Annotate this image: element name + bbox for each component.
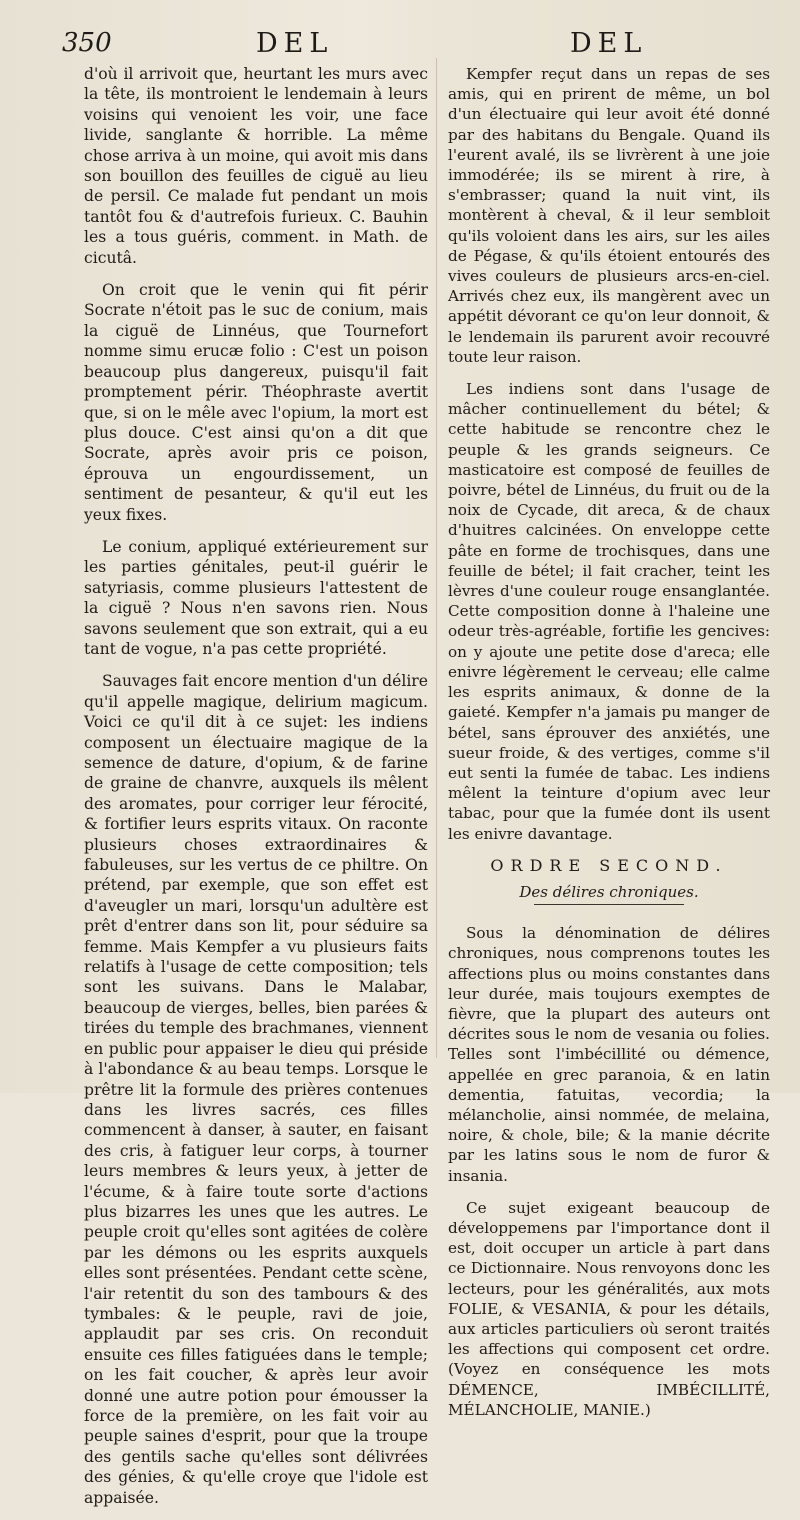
section-subtitle-text: Des délires chroniques. <box>519 882 699 901</box>
paragraph: Sauvages fait encore mention d'un délire qu'il appelle magique, delirium magicum. Voici ce qu'il dit à ce sujet: les indiens composent un électuaire magique de la semence de dature, d'opium, & de farine de graine de chanvre, auxquels ils mêlent des aromates, pour corriger leur férocité, & fortifier leurs esprits vitaux. On raconte plusieurs choses extraordinaires & fabuleuses, sur les vertus de ce philtre. On prétend, par exemple, que son effet est d'aveugler un mari, lorsqu'un adultère est prêt d'entrer dans son lit, pour séduire sa femme. Mais Kempfer a vu plusieurs faits relatifs à l'usage de cette composition; tels sont les suivans. Dans le Malabar, beaucoup de vierges, belles, bien parées & tirées du temple des brachmanes, viennent en public pour appaiser le dieu qui préside à l'abondance & au beau temps. Lorsque le prêtre lit la formule des prières contenues dans les livres sacrés, ces filles commencent à danser, à sauter, en faisant des cris, à fatiguer leur corps, à tourner leurs membres & leurs yeux, à jetter de l'écume, & à faire toute sorte d'actions plus bizarres les unes que les autres. Le peuple croit qu'elles sont agitées de colère par les démons ou les esprits auxquels elles sont présentées. Pendant cette scène, l'air retentit du son des tambours & des tymbales: & le peuple, ravi de joie, applaudit par ses cris. On reconduit ensuite ces filles fatiguées dans le temple; on les fait coucher, & après leur avoir donné une autre potion pour émousser la force de la première, on les fait voir au peuple saines d'esprit, pour que la troupe des gentils sache qu'elles sont délivrées des génies, & qu'elle croye que l'idole est appaisée. <box>84 672 428 1507</box>
page-number: 350 <box>62 28 112 58</box>
paragraph: Les indiens sont dans l'usage de mâcher continuellement du bétel; & cette habitude se rencontre chez le peuple & les grands seigneurs. Ce masticatoire est composé de feuilles de poivre, bétel de Linnéus, du fruit ou de la noix de Cycade, dit areca, & de chaux d'huitres calcinées. On enveloppe cette pâte en forme de trochisques, dans une feuille de bétel; il fait cracher, teint les lèvres d'une couleur rouge ensanglantée. Cette composition donne à l'haleine une odeur très-agréable, fortifie les gencives: on y ajoute une petite dose d'areca; elle enivre légèrement le cerveau; elle calme les esprits animaux, & donne de la gaieté. Kempfer n'a jamais pu manger de bétel, sans éprouver des anxiétés, une sueur froide, & des vertiges, comme s'il eut senti la fumée de tabac. Les indiens mêlent la teinture d'opium avec leur tabac, pour que la fumée dont ils usent les enivre davantage. <box>448 380 770 843</box>
paragraph: Sous la dénomination de délires chroniques, nous comprenons toutes les affections plus ou moins constantes dans leur durée, mais toujours exemptes de fièvre, que la plupart des auteurs ont décrites sous le nom de vesania ou folies. Telles sont l'imbécillité ou démence, appellée en grec paranoia, & en latin dementia, fatuitas, vecordia; la mélancholie, ainsi nommée, de melaina, noire, & chole, bile; & la manie décrite par les latins sous le nom de furor & insania. <box>448 924 770 1185</box>
left-column <box>84 64 428 1520</box>
column-gutter <box>436 58 437 1058</box>
paragraph: Kempfer reçut dans un repas de ses amis, qui en prirent de même, un bol d'un électuaire qui leur avoit été donné par des habitans du Bengale. Quand ils l'eurent avalé, ils se livrèrent à une joie immodérée; ils se mirent à rire, à s'embrasser; quand la nuit vint, ils montèrent à cheval, & il leur sembloit qu'ils voloient dans les airs, sur les ailes de Pégase, & qu'ils étoient entourés des vives couleurs de plusieurs arcs-en-ciel. Arrivés chez eux, ils mangèrent avec un appétit dévorant ce qu'on leur donnoit, & le lendemain ils parurent avoir recouvré toute leur raison. <box>448 65 770 366</box>
paragraph: On croit que le venin qui fit périr Socrate n'étoit pas le suc de conium, mais la ciguë de Linnéus, que Tournefort nomme simu erucæ folio : C'est un poison beaucoup plus dangereux, puisqu'il fait promptement périr. Théophraste avertit que, si on le mêle avec l'opium, la mort est plus douce. C'est ainsi qu'on a dit que Socrate, après avoir pris ce poison, éprouva un engourdissement, un sentiment de pesanteur, & qu'il eut les yeux fixes. <box>84 281 428 524</box>
section-subtitle <box>448 882 770 905</box>
running-head-right: DEL <box>570 28 648 59</box>
paragraph: Ce sujet exigeant beaucoup de développemens par l'importance dont il est, doit occuper un article à part dans ce Dictionnaire. Nous renvoyons donc les lecteurs, pour les généralités, aux mots FOLIE, & VESANIA, & pour les détails, aux articles particuliers où seront traités les affections qui composent cet ordre. (Voyez en conséquence les mots DÉMENCE, IMBÉCILLITÉ, MÉLANCHOLIE, MANIE.) <box>448 1198 770 1419</box>
page-header <box>0 28 800 62</box>
subtitle-rule <box>534 904 684 905</box>
section-title: ORDRE SECOND. <box>490 855 728 875</box>
right-column <box>448 64 770 1432</box>
paragraph: d'où il arrivoit que, heurtant les murs avec la tête, ils montroient le lendemain à leurs voisins qui venoient les voir, une face livide, sanglante & horrible. La même chose arriva à un moine, qui avoit mis dans son bouillon des feuilles de ciguë au lieu de persil. Ce malade fut pendant un mois tantôt fou & d'autrefois furieux. C. Bauhin les a tous guéris, comment. in Math. de cicutâ. <box>84 65 428 267</box>
running-head-left: DEL <box>256 28 334 59</box>
paragraph: Le conium, appliqué extérieurement sur les parties génitales, peut-il guérir le satyriasis, comme plusieurs l'attestent de la ciguë ? Nous n'en savons rien. Nous savons seulement que son extrait, qui a eu tant de vogue, n'a pas cette propriété. <box>84 537 428 658</box>
